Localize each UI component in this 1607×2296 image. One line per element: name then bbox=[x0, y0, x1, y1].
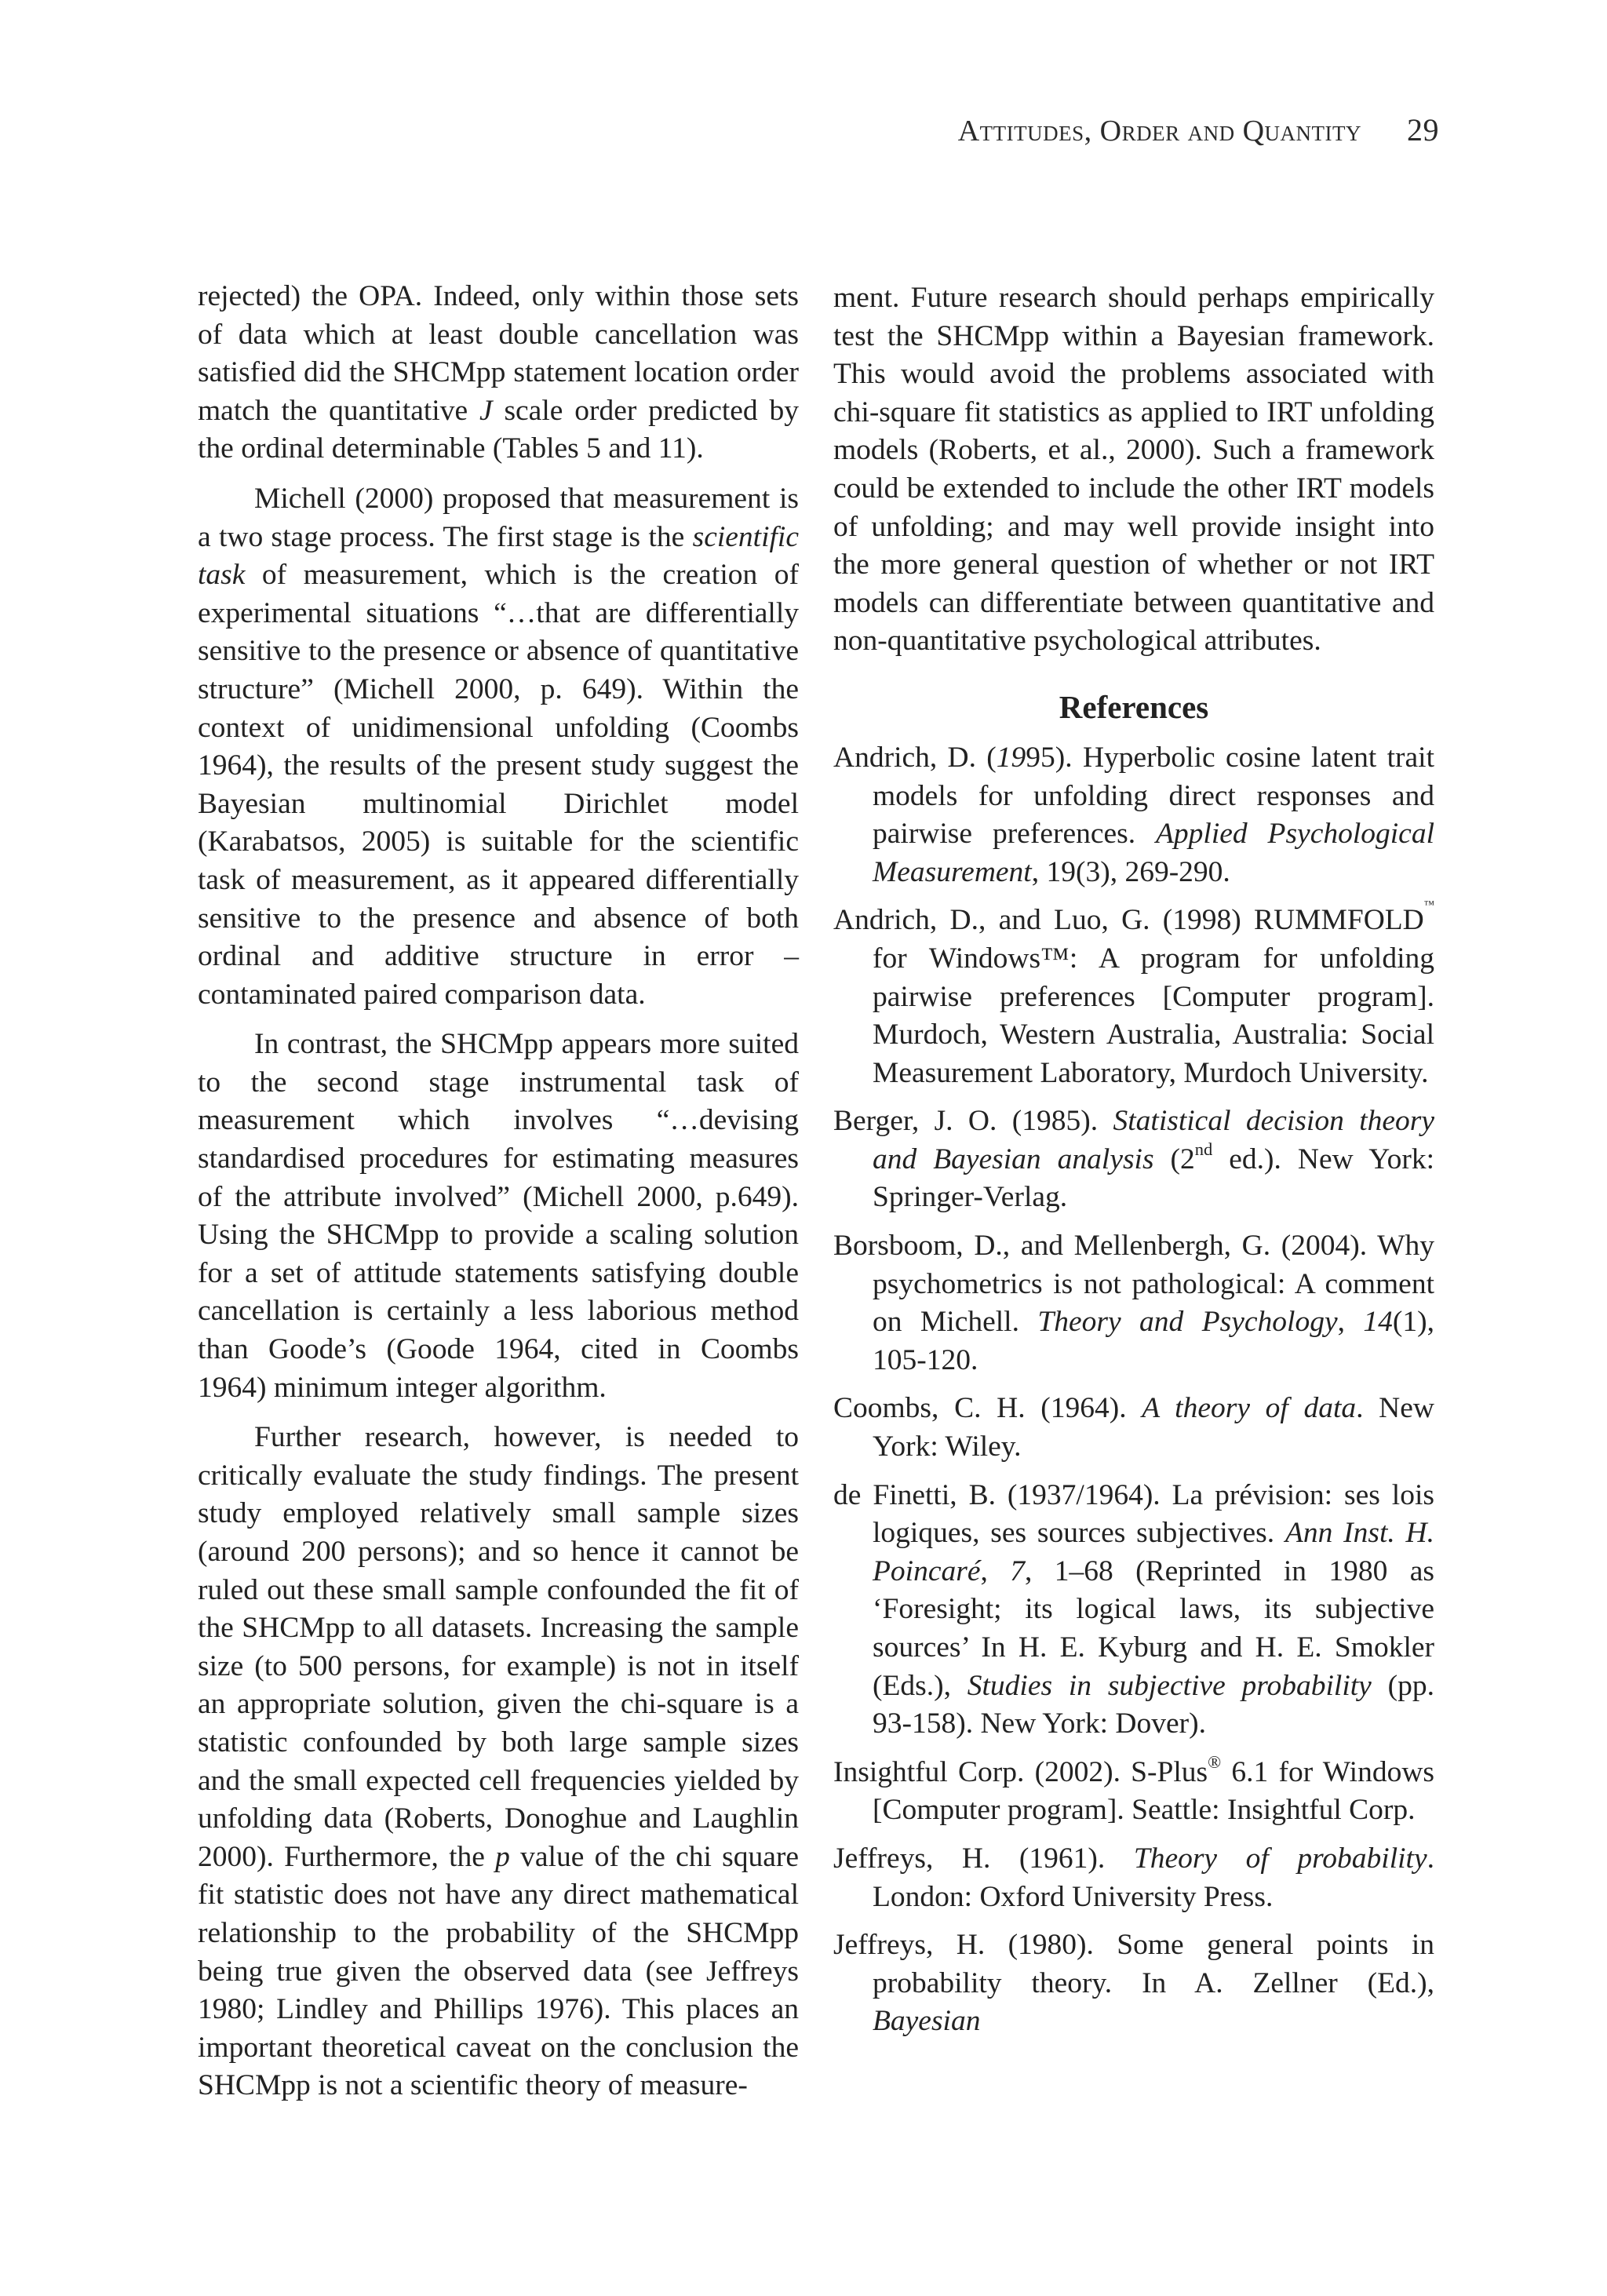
reference-item: Jeffreys, H. (1980). Some general points in probability theory. In A. Zellner (Ed.), Bayesian bbox=[833, 1929, 1434, 2038]
reference-item: Andrich, D., and Luo, G. (1998) RUMMFOLD™ for Windows™: A program for unfolding pairwise preferences [Computer program]. Murdoch, Western Australia, Australia: Social Measurement Laboratory, Murdoch University. bbox=[833, 898, 1434, 1089]
reference-item: Berger, J. O. (1985). Statistical decision theory and Bayesian analysis (2nd ed.). New York: Springer-Verlag. bbox=[833, 1105, 1434, 1214]
paragraph-4: Further research, however, is needed to critically evaluate the study findings. The present study employed relatively small sample sizes (around 200 persons); and so hence it cannot be ruled out these small sample confounded the fit of the SHCMpp to all datasets. Increasing the sample size (to 500 persons, for example) is not in itself an appropriate solution, given the chi-square is a statistic confounded by both large sample sizes and the small expected cell frequencies yielded by unfolding data (Roberts, Donoghue and Laughlin 2000). Furthermore, the p value of the chi square fit statistic does not have any direct mathematical relationship to the probability of the SHCMpp being true given the observed data (see Jeffreys 1980; Lindley and Phillips 1976). This places an important theoretical caveat on the conclusion the SHCMpp is not a scientific theory of measure- bbox=[198, 1421, 799, 2102]
running-title: Attitudes, Order and Quantity bbox=[957, 115, 1361, 148]
reference-item: Borsboom, D., and Mellenbergh, G. (2004). Why psychometrics is not pathological: A comment on Michell. Theory and Psychology, 14(1), 105-120. bbox=[833, 1230, 1435, 1376]
reference-item: Andrich, D. (1995). Hyperbolic cosine latent trait models for unfolding direct responses and pairwise preferences. Applied Psychological Measurement, 19(3), 269-290. bbox=[833, 741, 1435, 888]
page-number: 29 bbox=[1407, 112, 1439, 148]
running-head bbox=[958, 111, 1439, 148]
reference-item: de Finetti, B. (1937/1964). La prévision: ses lois logiques, ses sources subjectives. Ann Inst. H. Poincaré, 7, 1–68 (Reprinted in 1980 as ‘Foresight; its logical laws, its subjective sources’ In H. E. Kyburg and H. E. Smokler (Eds.), Studies in subjective probability (pp. 93-158). New York: Dover). bbox=[833, 1478, 1434, 1740]
paragraph-1: rejected) the OPA. Indeed, only within those sets of data which at least double cancellation was satisfied did the SHCMpp statement location order match the quantitative J scale order predicted by the ordinal determinable (Tables 5 and 11). bbox=[198, 280, 799, 465]
reference-list bbox=[833, 739, 1434, 2041]
paragraph-3: In contrast, the SHCMpp appears more suited to the second stage instrumental task of measurement which involves “…devising standardised procedures for estimating measures of the attribute involved” (Michell 2000, p.649). Using the SHCMpp to provide a scaling solution for a set of attitude statements satisfying double cancellation is certainly a less laborious method than Goode’s (Goode 1964, cited in Coombs 1964) minimum integer algorithm. bbox=[198, 1028, 799, 1404]
paragraph-2: Michell (2000) proposed that measurement is a two stage process. The first stage is the scientific task of measurement, which is the creation of experimental situations “…that are differentially sensitive to the presence or absence of quantitative structure” (Michell 2000, p. 649). Within the context of unidimensional unfolding (Coombs 1964), the results of the present study suggest the Bayesian multinomial Dirichlet model (Karabatsos, 2005) is suitable for the scientific task of measurement, as it appeared differentially sensitive to the presence and absence of both ordinal and additive structure in error – contaminated paired comparison data. bbox=[198, 482, 799, 1011]
reference-item: Insightful Corp. (2002). S-Plus® 6.1 for Windows [Computer program]. Seattle: Insightful Corp. bbox=[833, 1751, 1434, 1827]
reference-item: Coombs, C. H. (1964). A theory of data. New York: Wiley. bbox=[833, 1392, 1434, 1463]
paragraph-continuation: ment. Future research should perhaps empirically test the SHCMpp within a Bayesian framework. This would avoid the problems associated with chi-square fit statistics as applied to IRT unfolding models (Roberts, et al., 2000). Such a framework could be extended to include the other IRT models of unfolding; and may well provide insight into the more general question of whether or not IRT models can differentiate between quantitative and non-quantitative psychological attributes. bbox=[833, 282, 1434, 658]
left-column bbox=[198, 278, 799, 2117]
right-column bbox=[833, 279, 1434, 2051]
references-heading: References bbox=[1059, 688, 1209, 725]
reference-item: Jeffreys, H. (1961). Theory of probability. London: Oxford University Press. bbox=[833, 1842, 1434, 1913]
